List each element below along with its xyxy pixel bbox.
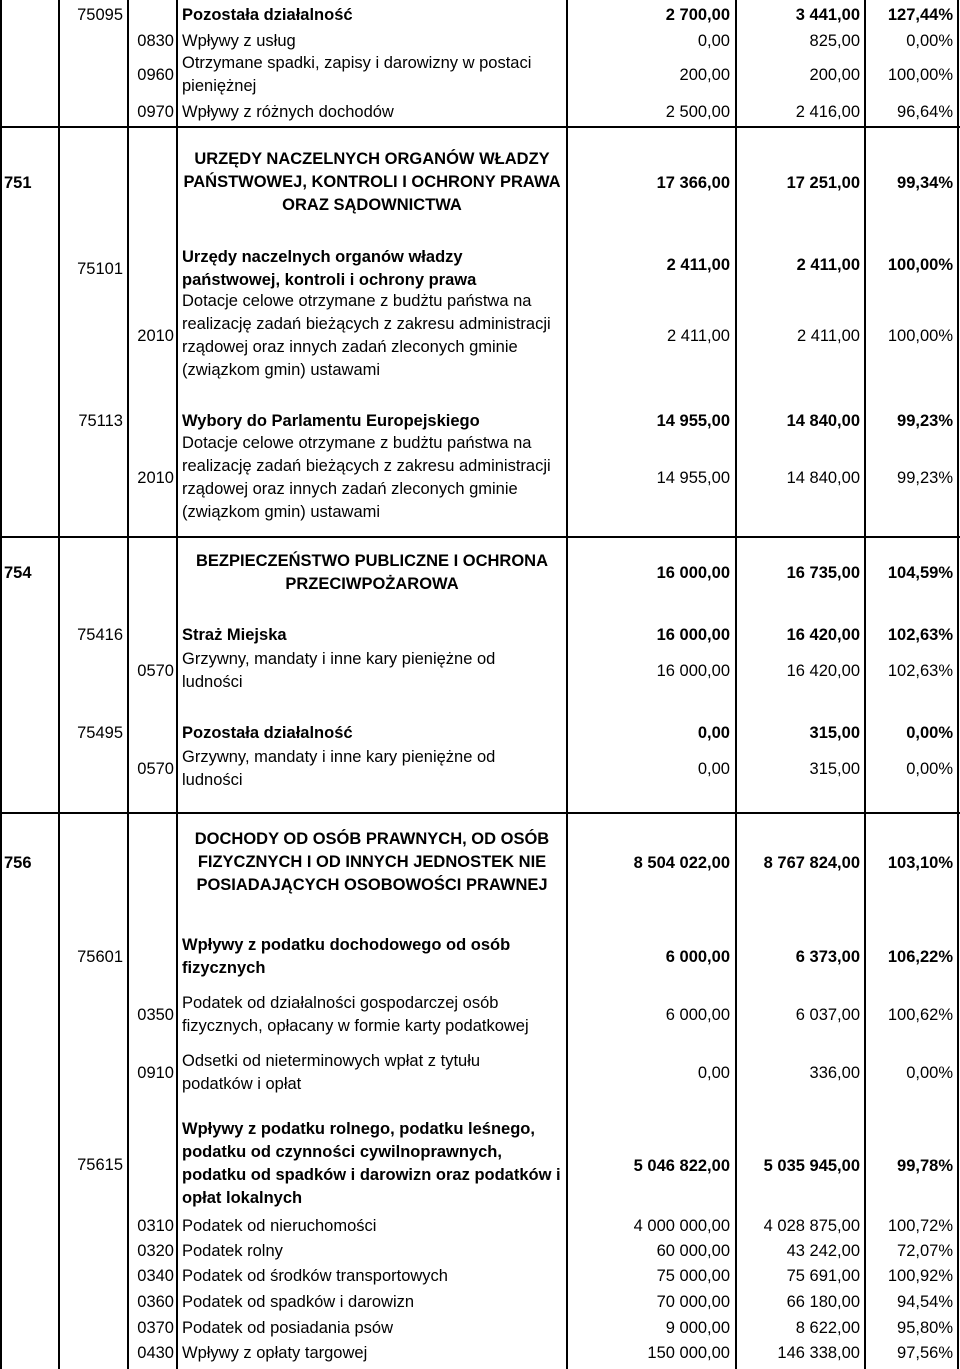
percent-value: 96,64% <box>897 103 953 121</box>
execution-value: 17 251,00 <box>786 174 860 192</box>
plan-value: 17 366,00 <box>656 174 730 192</box>
row-name: Dotacje celowe otrzymane z budżtu państwa na realizację zadań bieżących z zakresu administracji rządowej oraz innych zadań zleconych gminie (związkom gmin) ustawami <box>182 434 551 521</box>
paragraf-code: 0430 <box>137 1344 174 1362</box>
execution-value: 6 373,00 <box>795 948 860 966</box>
table-row <box>0 934 960 980</box>
table-row <box>0 828 960 898</box>
table-row <box>0 992 960 1038</box>
percent-value: 100,00% <box>887 66 953 84</box>
dzial-code: 754 <box>4 564 32 582</box>
table-row <box>0 246 960 292</box>
percent-value: 99,34% <box>897 174 953 192</box>
percent-value: 99,23% <box>897 412 953 430</box>
dzial-code: 756 <box>4 854 32 872</box>
table-row <box>0 1291 960 1313</box>
paragraf-code: 0370 <box>137 1319 174 1337</box>
execution-value: 66 180,00 <box>786 1293 860 1311</box>
rozdzial-code: 75416 <box>77 626 123 644</box>
table-row <box>0 648 960 694</box>
percent-value: 0,00% <box>906 1064 953 1082</box>
row-name: Podatek rolny <box>182 1242 283 1260</box>
paragraf-code: 0320 <box>137 1242 174 1260</box>
row-name: Wpływy z usług <box>182 32 296 50</box>
row-name: Podatek od działalności gospodarczej osób fizycznych, opłacany w formie karty podatkowej <box>182 994 529 1035</box>
paragraf-code: 0360 <box>137 1293 174 1311</box>
rozdzial-code: 75113 <box>78 412 123 430</box>
paragraf-code: 0570 <box>137 760 174 778</box>
table-row <box>0 30 960 52</box>
paragraf-code: 0910 <box>137 1064 174 1082</box>
percent-value: 97,56% <box>897 1344 953 1362</box>
row-name: Urzędy naczelnych organów władzy państwowej, kontroli i ochrony prawa <box>182 248 477 289</box>
execution-value: 43 242,00 <box>786 1242 860 1260</box>
row-name: Wpływy z podatku rolnego, podatku leśnego, podatku od czynności cywilnoprawnych, podatku od spadków i darowizn oraz podatków i opłat lokalnych <box>182 1120 561 1207</box>
row-name: Pozostała działalność <box>182 724 353 742</box>
row-name: Podatek od spadków i darowizn <box>182 1293 415 1311</box>
plan-value: 6 000,00 <box>665 1006 730 1024</box>
paragraf-code: 0310 <box>137 1217 174 1235</box>
percent-value: 0,00% <box>906 724 953 742</box>
plan-value: 0,00 <box>697 1064 730 1082</box>
paragraf-code: 2010 <box>137 469 174 487</box>
percent-value: 104,59% <box>887 564 953 582</box>
table-row <box>0 1215 960 1237</box>
table-row <box>0 101 960 123</box>
table-row <box>0 432 960 524</box>
execution-value: 4 028 875,00 <box>763 1217 860 1235</box>
plan-value: 150 000,00 <box>647 1344 730 1362</box>
table-row <box>0 1265 960 1287</box>
execution-value: 8 767 824,00 <box>763 854 860 872</box>
execution-value: 3 441,00 <box>795 6 860 24</box>
percent-value: 127,44% <box>887 6 953 24</box>
table-row <box>0 1240 960 1262</box>
table-row <box>0 1317 960 1339</box>
plan-value: 16 000,00 <box>656 564 730 582</box>
execution-value: 2 411,00 <box>796 256 860 274</box>
plan-value: 2 411,00 <box>666 327 730 345</box>
row-name: Wybory do Parlamentu Europejskiego <box>182 412 480 430</box>
paragraf-code: 2010 <box>137 327 174 345</box>
plan-value: 2 700,00 <box>665 6 730 24</box>
section-divider <box>0 536 960 538</box>
table-row <box>0 290 960 382</box>
execution-value: 2 411,00 <box>796 327 860 345</box>
plan-value: 14 955,00 <box>656 469 730 487</box>
percent-value: 99,78% <box>897 1157 953 1175</box>
row-name: Wpływy z różnych dochodów <box>182 103 394 121</box>
plan-value: 16 000,00 <box>656 662 730 680</box>
percent-value: 94,54% <box>897 1293 953 1311</box>
rozdzial-code: 75615 <box>77 1156 123 1174</box>
row-name: DOCHODY OD OSÓB PRAWNYCH, OD OSÓB FIZYCZNYCH I OD INNYCH JEDNOSTEK NIE POSIADAJĄCYCH OSOBOWOŚCI PRAWNEJ <box>194 830 550 894</box>
table-row <box>0 4 960 26</box>
table-row <box>0 624 960 646</box>
execution-value: 16 735,00 <box>786 564 860 582</box>
execution-value: 8 622,00 <box>795 1319 860 1337</box>
plan-value: 0,00 <box>697 32 730 50</box>
execution-value: 16 420,00 <box>786 662 860 680</box>
execution-value: 14 840,00 <box>786 469 860 487</box>
dzial-code: 751 <box>4 174 32 192</box>
section-divider <box>0 126 960 128</box>
execution-value: 16 420,00 <box>786 626 860 644</box>
table-row <box>0 1342 960 1364</box>
execution-value: 146 338,00 <box>777 1344 860 1362</box>
execution-value: 5 035 945,00 <box>763 1157 860 1175</box>
percent-value: 0,00% <box>906 32 953 50</box>
percent-value: 100,62% <box>887 1006 953 1024</box>
plan-value: 5 046 822,00 <box>633 1157 730 1175</box>
paragraf-code: 0970 <box>137 103 174 121</box>
paragraf-code: 0570 <box>137 662 174 680</box>
plan-value: 4 000 000,00 <box>633 1217 730 1235</box>
row-name: Wpływy z podatku dochodowego od osób fizycznych <box>182 936 511 977</box>
rozdzial-code: 75095 <box>77 6 123 24</box>
row-name: Podatek od nieruchomości <box>182 1217 377 1235</box>
row-name: URZĘDY NACZELNYCH ORGANÓW WŁADZY PAŃSTWOWEJ, KONTROLI I OCHRONY PRAWA ORAZ SĄDOWNICTWA <box>183 150 561 214</box>
plan-value: 200,00 <box>679 66 730 84</box>
plan-value: 16 000,00 <box>656 626 730 644</box>
percent-value: 0,00% <box>906 760 953 778</box>
execution-value: 315,00 <box>809 724 860 742</box>
row-name: Grzywny, mandaty i inne kary pieniężne od ludności <box>182 748 496 789</box>
table-row <box>0 746 960 792</box>
row-name: Pozostała działalność <box>182 6 353 24</box>
percent-value: 72,07% <box>897 1242 953 1260</box>
row-name: Straż Miejska <box>182 626 287 644</box>
row-name: Grzywny, mandaty i inne kary pieniężne od ludności <box>182 650 496 691</box>
plan-value: 70 000,00 <box>656 1293 730 1311</box>
table-row <box>0 1118 960 1214</box>
table-row <box>0 722 960 744</box>
row-name: Wpływy z opłaty targowej <box>182 1344 368 1362</box>
plan-value: 8 504 022,00 <box>633 854 730 872</box>
rozdzial-code: 75601 <box>77 948 123 966</box>
row-name: Dotacje celowe otrzymane z budżtu państwa na realizację zadań bieżących z zakresu administracji rządowej oraz innych zadań zleconych gminie (związkom gmin) ustawami <box>182 292 551 379</box>
plan-value: 6 000,00 <box>665 948 730 966</box>
percent-value: 102,63% <box>887 662 953 680</box>
percent-value: 106,22% <box>887 948 953 966</box>
execution-value: 2 416,00 <box>795 103 860 121</box>
execution-value: 825,00 <box>809 32 860 50</box>
row-name: Podatek od posiadania psów <box>182 1319 393 1337</box>
percent-value: 100,72% <box>887 1217 953 1235</box>
percent-value: 103,10% <box>887 854 953 872</box>
percent-value: 102,63% <box>887 626 953 644</box>
percent-value: 100,00% <box>887 256 953 274</box>
paragraf-code: 0350 <box>137 1006 174 1024</box>
plan-value: 2 500,00 <box>665 103 730 121</box>
row-name: Podatek od środków transportowych <box>182 1267 448 1285</box>
plan-value: 2 411,00 <box>666 256 730 274</box>
plan-value: 0,00 <box>697 724 730 742</box>
execution-value: 200,00 <box>809 66 860 84</box>
table-row <box>0 410 960 432</box>
row-name: Odsetki od nieterminowych wpłat z tytułu podatków i opłat <box>182 1052 481 1093</box>
paragraf-code: 0830 <box>137 32 174 50</box>
section-divider <box>0 812 960 814</box>
percent-value: 100,00% <box>887 327 953 345</box>
plan-value: 9 000,00 <box>665 1319 730 1337</box>
table-row <box>0 52 960 98</box>
row-name: BEZPIECZEŃSTWO PUBLICZNE I OCHRONA PRZECIWPOŻAROWA <box>195 552 548 593</box>
plan-value: 14 955,00 <box>656 412 730 430</box>
execution-value: 75 691,00 <box>786 1267 860 1285</box>
execution-value: 336,00 <box>809 1064 860 1082</box>
table-row <box>0 550 960 596</box>
plan-value: 0,00 <box>697 760 730 778</box>
percent-value: 99,23% <box>897 469 953 487</box>
table-row <box>0 1050 960 1096</box>
execution-value: 315,00 <box>809 760 860 778</box>
percent-value: 95,80% <box>897 1319 953 1337</box>
row-name: Otrzymane spadki, zapisy i darowizny w postaci pieniężnej <box>182 54 532 95</box>
plan-value: 75 000,00 <box>656 1267 730 1285</box>
execution-value: 14 840,00 <box>786 412 860 430</box>
execution-value: 6 037,00 <box>795 1006 860 1024</box>
rozdzial-code: 75101 <box>77 260 123 278</box>
percent-value: 100,92% <box>887 1267 953 1285</box>
plan-value: 60 000,00 <box>656 1242 730 1260</box>
rozdzial-code: 75495 <box>77 724 123 742</box>
table-row <box>0 148 960 218</box>
paragraf-code: 0960 <box>137 66 174 84</box>
paragraf-code: 0340 <box>137 1267 174 1285</box>
